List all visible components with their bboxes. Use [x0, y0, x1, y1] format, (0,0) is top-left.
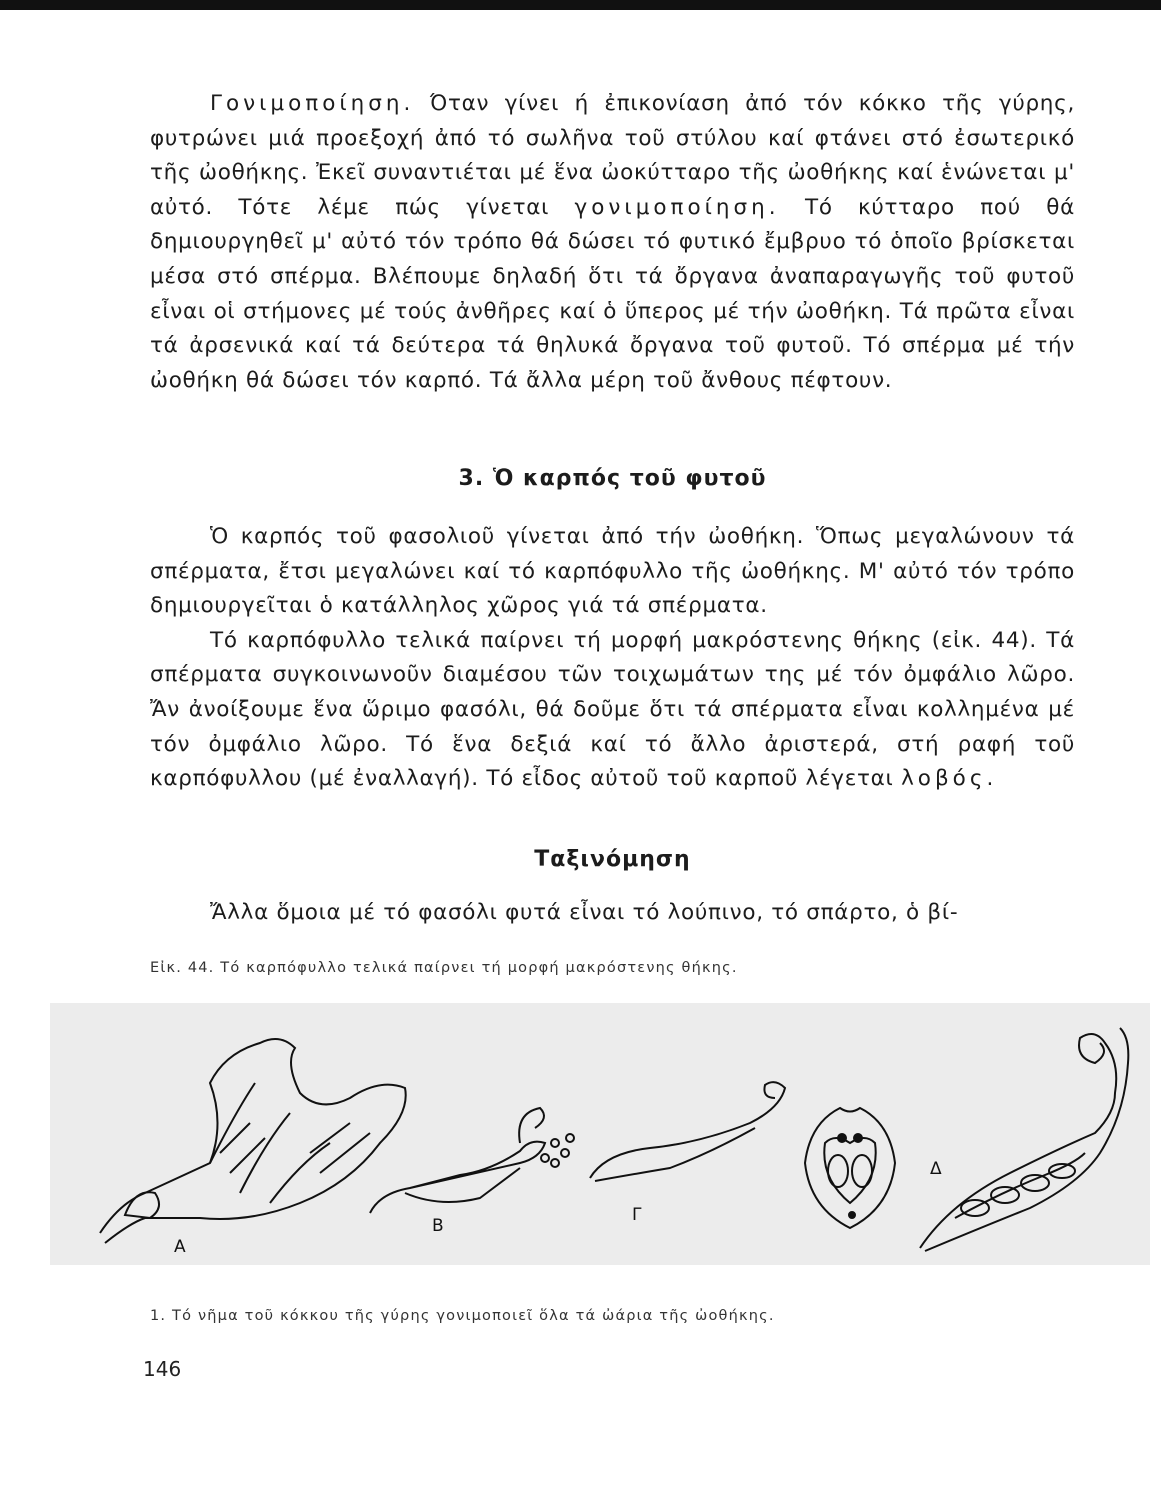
figure-illustration: [50, 1003, 1150, 1265]
term-fertilization: Γονιμοποίηση.: [210, 91, 415, 116]
fertilization-text-b: Τό κύτταρο πού θά δημιουργηθεῖ μ' αὐτό τόν τρόπο θά δώσει τό φυτικό ἔμβρυο τό ὁποῖο βρίσκεται μέσα στό σπέρμα. Βλέπουμε δηλαδή ὅτι τά ὄργανα ἀναπαραγωγῆς τοῦ φυτοῦ εἶναι οἱ στήμονες μέ τούς ἀνθῆρες καί ὁ ὕπερος μέ τήν ὠοθήκη. Τά πρῶτα εἶναι τά ἀρσενικά καί τά δεύτερα τά θηλυκά ὄργανα τοῦ φυτοῦ. Τό σπέρμα μέ τήν ὠοθήκη θά δώσει τόν καρπό. Τά ἄλλα μέρη τοῦ ἄνθους πέφτουν.: [150, 194, 1075, 393]
fruit-paragraph-1: Ὁ καρπός τοῦ φασολιοῦ γίνεται ἀπό τήν ὠοθήκη. Ὅπως μεγαλώνουν τά σπέρματα, ἔτσι μεγαλώνει καί τό καρπόφυλλο τῆς ὠοθήκης. Μ' αὐτό τόν τρόπο δημιουργεῖται ὁ κατάλληλος χῶρος γιά τά σπέρματα.: [150, 524, 1075, 619]
term-pod: λοβός.: [901, 766, 998, 792]
section-classification: [150, 896, 1075, 931]
page-number: 146: [143, 1357, 182, 1381]
figure-label-g: Γ: [632, 1205, 642, 1225]
drawing-g-pod: [590, 1082, 785, 1181]
section-fertilization: [150, 87, 1075, 398]
section-heading-fruit: 3. Ὁ καρπός τοῦ φυτοῦ: [458, 466, 767, 491]
figure-caption: Εἰκ. 44. Τό καρπόφυλλο τελικά παίρνει τή μορφή μακρόστενης θήκης.: [150, 960, 738, 976]
drawing-d-mature-pod: [920, 1028, 1128, 1251]
fertilization-text-a: Όταν γίνει ή ἐπικονίαση ἀπό τόν κόκκο τῆς γύρης, φυτρώνει μιά προεξοχή ἀπό τό σωλῆνα τοῦ στύλου καί φτάνει στό ἐσωτερικό τῆς ὠοθήκης. Ἐκεῖ συναντιέται μέ ἕνα ὠοκύτταρο τῆς ὠοθήκης καί ἑνώνεται μ' αὐτό. Τότε λέμε πώς γίνεται: [150, 91, 1075, 220]
figure-label-a: Α: [174, 1237, 186, 1257]
term-fertilization-inline: γονιμοποίηση.: [574, 194, 780, 220]
figure-44: [50, 1003, 1150, 1265]
fertilization-paragraph: [150, 87, 1075, 398]
classification-paragraph: Ἄλλα ὅμοια μέ τό φασόλι φυτά εἶναι τό λούπινο, τό σπάρτο, ὁ βί-: [210, 900, 959, 925]
drawing-b-ovary: [370, 1108, 574, 1213]
scan-top-border: [0, 0, 1161, 10]
drawing-cross-section: [805, 1108, 895, 1228]
drawing-a-flower: [100, 1039, 406, 1243]
section-fruit: [150, 520, 1075, 797]
figure-label-b: Β: [432, 1216, 444, 1236]
footnote: 1. Τό νῆμα τοῦ κόκκου τῆς γύρης γονιμοποιεῖ ὅλα τά ὠάρια τῆς ὠοθήκης.: [150, 1308, 775, 1324]
fruit-paragraph-2: [150, 624, 1075, 797]
figure-label-d: Δ: [930, 1159, 942, 1179]
section-heading-classification: Ταξινόμηση: [534, 847, 691, 872]
fruit-text-a: Τό καρπόφυλλο τελικά παίρνει τή μορφή μακρόστενης θήκης (εἰκ. 44). Τά σπέρματα συγκοινωνοῦν διαμέσου τῶν τοιχωμάτων της μέ τόν ὀμφάλιο λῶρο. Ἄν ἀνοίξουμε ἕνα ὥριμο φασόλι, θά δοῦμε ὅτι τά σπέρματα εἶναι κολλημένα μέ τόν ὀμφάλιο λῶρο. Τό ἕνα δεξιά καί τό ἄλλο ἀριστερά, στή ραφή τοῦ καρπόφυλλου (μέ ἐναλλαγή). Τό εἶδος αὐτοῦ τοῦ καρποῦ λέγεται: [150, 627, 1075, 792]
